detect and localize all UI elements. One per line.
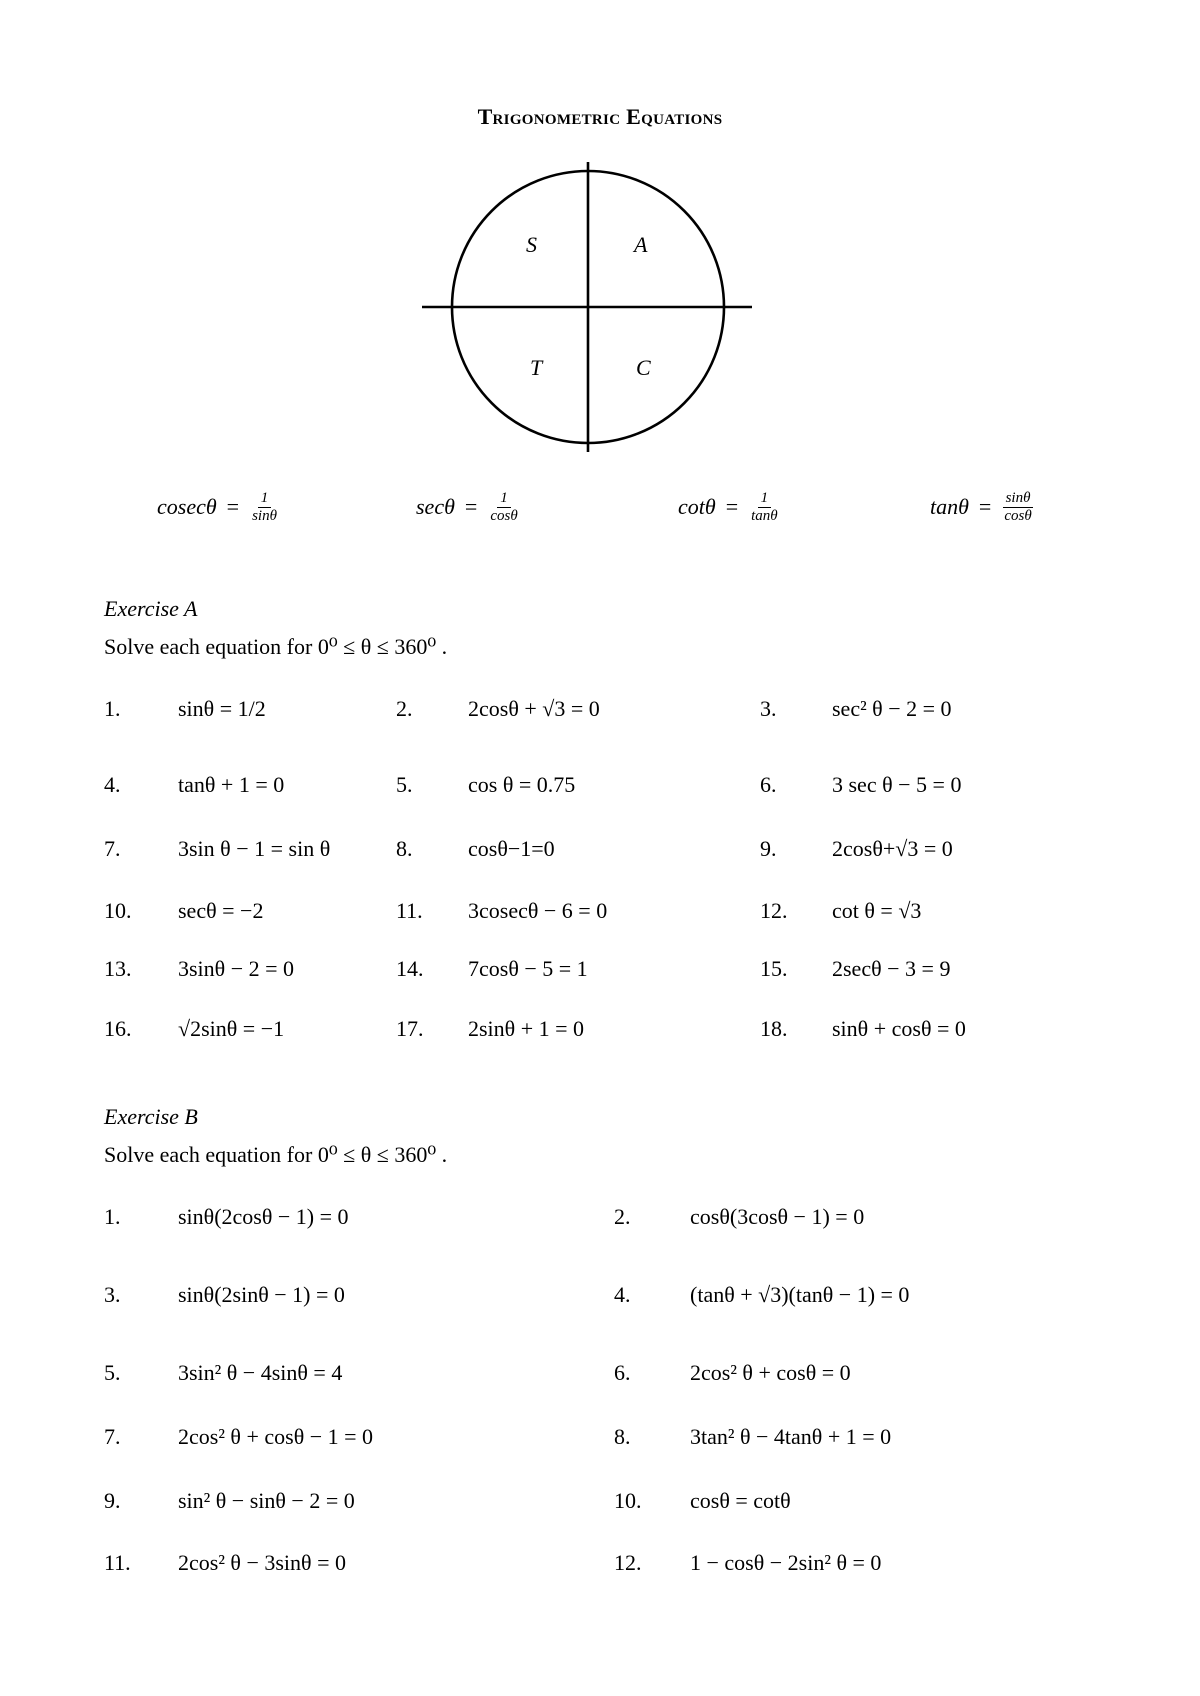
exercise-b-heading: Exercise B [104, 1104, 198, 1129]
exercise-a-problem-number: 5. [396, 772, 413, 797]
exercise-b-problem-number: 4. [614, 1282, 631, 1307]
fraction-numerator: 1 [758, 490, 772, 508]
exercise-a-problem-number: 3. [760, 696, 777, 721]
exercise-b-problem-number: 6. [614, 1360, 631, 1385]
exercise-b-problem-number: 1. [104, 1204, 121, 1229]
exercise-b-problem-equation: (tanθ + √3)(tanθ − 1) = 0 [690, 1282, 910, 1307]
cast-diagram [418, 160, 778, 460]
exercise-a-problem-equation: √2sinθ = −1 [178, 1016, 285, 1041]
exercise-a-problem-number: 8. [396, 836, 413, 861]
identity-tan: tanθ = $\frac{\sin\theta}{\cos\theta}$ [930, 490, 1035, 524]
exercise-a-problem-number: 1. [104, 696, 121, 721]
exercise-b-problem-number: 2. [614, 1204, 631, 1229]
identities-row [0, 490, 1200, 550]
exercise-b-problem-equation: 2cos² θ − 3sinθ = 0 [178, 1550, 346, 1575]
quadrant-s-label: S [526, 232, 537, 257]
exercise-a-problem-number: 4. [104, 772, 121, 797]
exercise-b-problem-equation: cosθ = cotθ [690, 1488, 791, 1513]
exercise-b-problem-number: 8. [614, 1424, 631, 1449]
exercise-b-problem-number: 5. [104, 1360, 121, 1385]
exercise-b-instruction: Solve each equation for 0⁰ ≤ θ ≤ 360⁰ . [104, 1142, 448, 1167]
exercise-a-problem-number: 7. [104, 836, 121, 861]
exercise-b-problem-equation: 2cos² θ + cosθ − 1 = 0 [178, 1424, 374, 1449]
exercise-a-instruction: Solve each equation for 0⁰ ≤ θ ≤ 360⁰ . [104, 634, 448, 659]
exercise-a-problem-equation: sinθ + cosθ = 0 [832, 1016, 966, 1041]
identity-lhs: cotθ [678, 494, 716, 519]
exercise-b-problem-equation: sinθ(2cosθ − 1) = 0 [178, 1204, 349, 1229]
fraction-numerator: 1 [258, 490, 272, 508]
exercise-a-problem-equation: 2cosθ+√3 = 0 [832, 836, 953, 861]
fraction-numerator: 1 [497, 490, 511, 508]
identity-lhs: tanθ [930, 494, 969, 519]
fraction-denominator: sinθ [252, 507, 277, 524]
exercise-b-problem-equation: sin² θ − sinθ − 2 = 0 [178, 1488, 355, 1513]
exercise-a-problem-equation: tanθ + 1 = 0 [178, 772, 285, 797]
fraction [249, 490, 280, 524]
exercise-a-problem-equation: 3sinθ − 2 = 0 [178, 956, 295, 981]
quadrant-a-label: A [634, 232, 648, 257]
exercise-a-problem-equation: 7cosθ − 5 = 1 [468, 956, 588, 981]
exercise-a-problem-equation: 2sinθ + 1 = 0 [468, 1016, 585, 1041]
exercise-a-problem-number: 17. [396, 1016, 424, 1041]
exercise-b-problem-number: 3. [104, 1282, 121, 1307]
exercise-b-problem-number: 10. [614, 1488, 642, 1513]
exercise-a-problem-equation: cosθ−1=0 [468, 836, 555, 861]
fraction-numerator: sinθ [1003, 490, 1034, 508]
identity-cosec: cosecθ = $\frac{1}{\sin\theta}$ [157, 490, 280, 524]
exercise-a-problem-number: 2. [396, 696, 413, 721]
exercise-a-problem-equation: sec² θ − 2 = 0 [832, 696, 952, 721]
exercise-a-problem-equation: sinθ = 1/2 [178, 696, 266, 721]
exercise-b-problem-number: 7. [104, 1424, 121, 1449]
exercise-a-problem-number: 12. [760, 898, 788, 923]
quadrant-t-label: T [530, 355, 543, 380]
exercise-a-problem-number: 16. [104, 1016, 132, 1041]
page-title: Trigonometric Equations [477, 104, 723, 129]
exercise-b-problem-equation: 3tan² θ − 4tanθ + 1 = 0 [690, 1424, 892, 1449]
exercise-a-problem-equation: 3sin θ − 1 = sin θ [178, 836, 331, 861]
identity-cot: cotθ = $\frac{1}{\tan\theta}$ [678, 490, 781, 524]
fraction-denominator: tanθ [751, 507, 778, 524]
exercise-a-problem-number: 13. [104, 956, 132, 981]
exercise-a-problem-number: 15. [760, 956, 788, 981]
exercise-b-problem-equation: cosθ(3cosθ − 1) = 0 [690, 1204, 865, 1229]
exercise-a-problem-number: 14. [396, 956, 424, 981]
identity-sec: secθ = $\frac{1}{\cos\theta}$ [416, 490, 521, 524]
exercise-a-problem-equation: 3 sec θ − 5 = 0 [832, 772, 962, 797]
exercise-a-problem-number: 9. [760, 836, 777, 861]
exercise-a-problem-equation: cot θ = √3 [832, 898, 922, 923]
fraction-denominator: cosθ [490, 507, 518, 524]
exercise-a-problem-number: 6. [760, 772, 777, 797]
fraction [748, 490, 781, 524]
exercise-a-problem-equation: 2secθ − 3 = 9 [832, 956, 951, 981]
exercise-a-problem-equation: 2cosθ + √3 = 0 [468, 696, 600, 721]
exercise-b-problem-equation: sinθ(2sinθ − 1) = 0 [178, 1282, 345, 1307]
exercise-b-problem-equation: 3sin² θ − 4sinθ = 4 [178, 1360, 343, 1385]
exercise-b-problem-number: 9. [104, 1488, 121, 1513]
fraction [487, 490, 520, 524]
exercise-a-problem-equation: cos θ = 0.75 [468, 772, 576, 797]
quadrant-c-label: C [636, 355, 651, 380]
identity-lhs: secθ [416, 494, 455, 519]
exercise-b-problem-number: 12. [614, 1550, 642, 1575]
exercise-a-problem-equation: secθ = −2 [178, 898, 264, 923]
exercise-a-heading: Exercise A [104, 596, 198, 621]
identity-lhs: cosecθ [157, 494, 217, 519]
fraction [1001, 490, 1034, 524]
exercise-a-problem-number: 11. [396, 898, 423, 923]
fraction-denominator: cosθ [1004, 507, 1032, 524]
exercise-a-problem-equation: 3cosecθ − 6 = 0 [468, 898, 608, 923]
exercise-b-problem-equation: 2cos² θ + cosθ = 0 [690, 1360, 851, 1385]
exercise-b-problem-number: 11. [104, 1550, 131, 1575]
exercise-a-problem-number: 18. [760, 1016, 788, 1041]
exercise-a-problem-number: 10. [104, 898, 132, 923]
exercise-b-problem-equation: 1 − cosθ − 2sin² θ = 0 [690, 1550, 882, 1575]
